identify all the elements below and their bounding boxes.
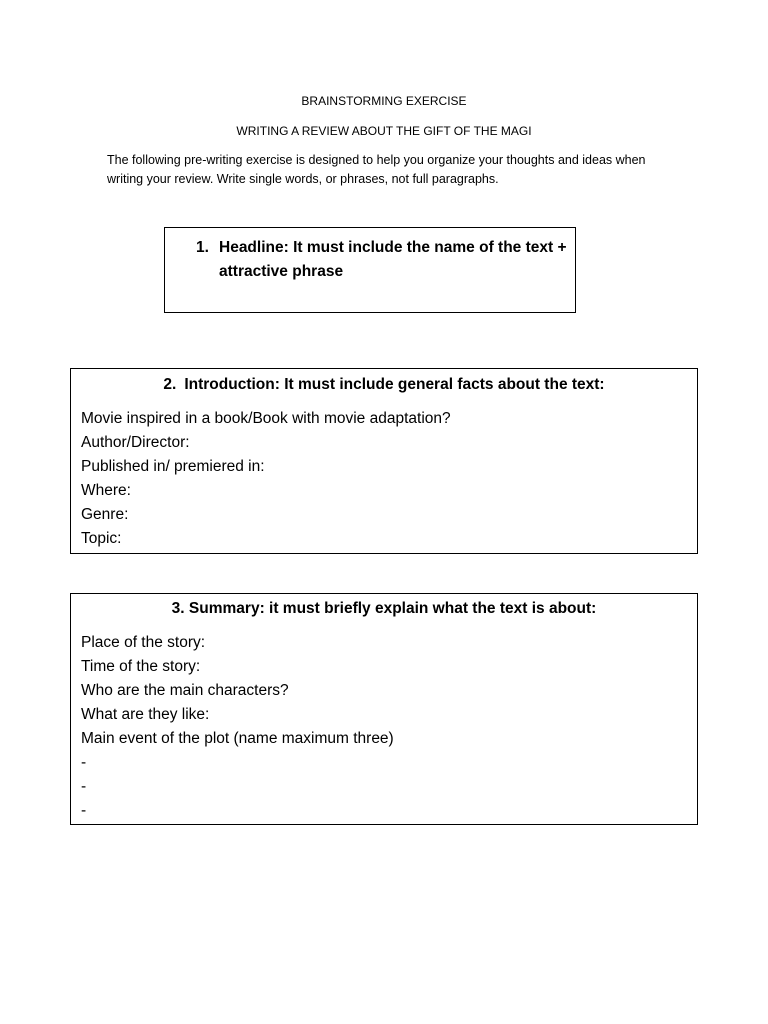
introduction-prompt: Genre: [81,506,129,523]
summary-prompt: Place of the story: [81,634,206,651]
summary-number: 3. [171,600,185,617]
introduction-prompts [81,407,451,551]
introduction-prompt: Author/Director: [81,434,190,451]
introduction-prompt: Where: [81,482,131,499]
summary-bullet: - [81,802,87,819]
headline-box [164,227,576,313]
page-subheading: WRITING A REVIEW ABOUT THE GIFT OF THE MAGI [236,124,532,138]
headline-title: Headline: It must include the name of the text + attractive phrase [219,239,567,280]
headline-number: 1. [196,239,209,256]
summary-title: Summary: it must briefly explain what the text is about: [188,600,597,617]
introduction-box [70,368,698,554]
introduction-title: Introduction: It must include general facts about the text: [184,376,605,393]
summary-prompt: What are they like: [81,706,210,723]
summary-prompt: Who are the main characters? [81,682,289,699]
introduction-prompt: Topic: [81,530,122,547]
summary-prompt: Time of the story: [81,658,201,675]
introduction-prompt: Published in/ premiered in: [81,458,265,475]
summary-prompt: Main event of the plot (name maximum three) [81,730,394,747]
summary-box [70,593,698,825]
introduction-number: 2. [163,376,177,393]
summary-bullet: - [81,778,87,795]
summary-title-row [71,599,697,619]
page-heading: BRAINSTORMING EXERCISE [301,94,467,108]
summary-prompts [81,631,394,823]
instructions-paragraph: The following pre-writing exercise is designed to help you organize your thoughts and ideas when writing your review. Write single words, or phrases, not full paragraphs. [107,153,646,186]
summary-bullet: - [81,754,87,771]
introduction-title-row [71,375,697,395]
introduction-prompt: Movie inspired in a book/Book with movie adaptation? [81,410,451,427]
